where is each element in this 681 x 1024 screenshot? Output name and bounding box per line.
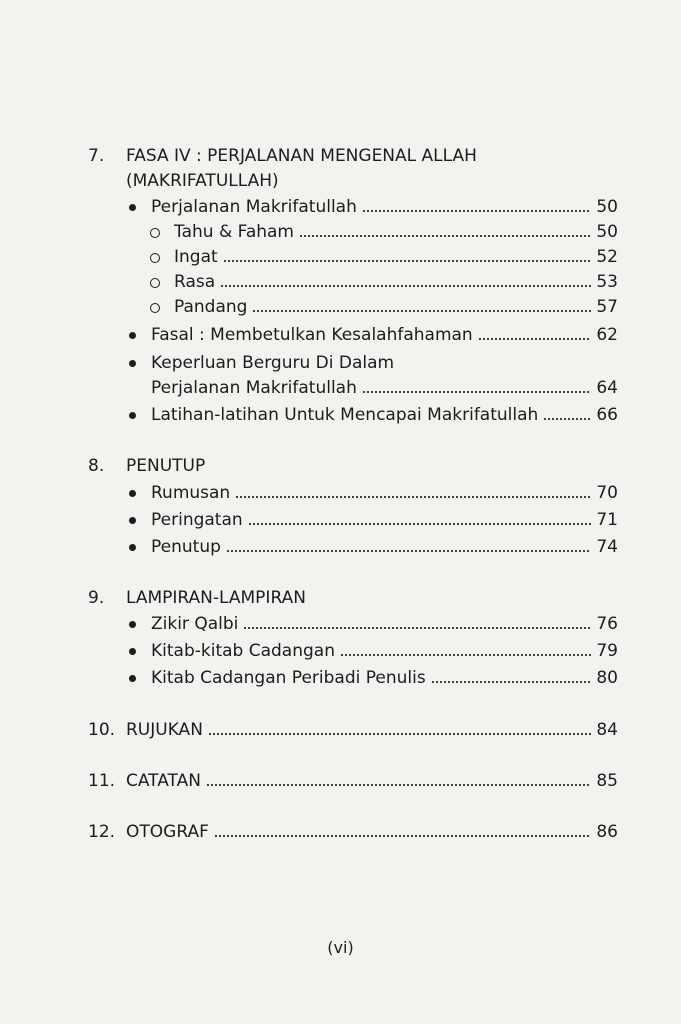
dot-leader <box>299 234 591 238</box>
toc-entry <box>0 611 681 637</box>
toc-subentry <box>0 294 681 320</box>
toc-entry <box>0 402 681 428</box>
entry-label: Zikir Qalbi <box>151 614 239 634</box>
entry-label: Rasa <box>174 272 216 292</box>
dot-leader <box>226 549 591 553</box>
dot-leader <box>252 309 591 313</box>
section-number: 11. <box>88 771 116 791</box>
section-title: PENUTUP <box>126 456 206 476</box>
toc-section-10 <box>0 717 681 743</box>
page-number: 62 <box>596 325 618 345</box>
dot-leader <box>362 209 591 213</box>
dot-leader <box>220 284 591 288</box>
page-number: 66 <box>596 405 618 425</box>
page-number: 50 <box>596 197 618 217</box>
dot-leader <box>362 390 591 394</box>
bullet-icon <box>129 648 136 655</box>
section-number: 10. <box>88 720 116 740</box>
entry-label: Kitab-kitab Cadangan <box>151 641 335 661</box>
toc-section-7-heading-cont <box>0 168 681 194</box>
entry-label: Latihan-latihan Untuk Mencapai Makrifatullah <box>151 405 539 425</box>
dot-leader <box>340 653 591 657</box>
dot-leader <box>235 495 591 499</box>
circle-bullet-icon <box>150 253 160 263</box>
entry-label: Penutup <box>151 537 221 557</box>
entry-label: Rumusan <box>151 483 231 503</box>
toc-entry-cont <box>0 375 681 401</box>
bullet-icon <box>129 517 136 524</box>
page-number: 70 <box>596 483 618 503</box>
section-title: OTOGRAF <box>126 822 209 842</box>
page-number: 53 <box>596 272 618 292</box>
toc-subentry <box>0 269 681 295</box>
toc-entry <box>0 194 681 220</box>
toc-section-7-heading <box>0 143 681 169</box>
page-number: 74 <box>596 537 618 557</box>
bullet-icon <box>129 360 136 367</box>
page-number: 84 <box>596 720 618 740</box>
dot-leader <box>248 522 592 526</box>
circle-bullet-icon <box>150 278 160 288</box>
toc-entry <box>0 534 681 560</box>
section-title: CATATAN <box>126 771 201 791</box>
entry-label: Keperluan Berguru Di Dalam <box>151 353 395 373</box>
entry-label: Perjalanan Makrifatullah <box>151 197 357 217</box>
dot-leader <box>243 626 591 630</box>
toc-entry <box>0 480 681 506</box>
toc-section-8-heading <box>0 453 681 479</box>
toc-section-12 <box>0 819 681 845</box>
bullet-icon <box>129 204 136 211</box>
page-number: 79 <box>596 641 618 661</box>
dot-leader <box>208 732 591 736</box>
page-number: 85 <box>596 771 618 791</box>
dot-leader <box>214 834 592 838</box>
entry-label: Perjalanan Makrifatullah <box>151 378 357 398</box>
bullet-icon <box>129 412 136 419</box>
section-title: LAMPIRAN-LAMPIRAN <box>126 588 306 608</box>
entry-label: Fasal : Membetulkan Kesalahfahaman <box>151 325 473 345</box>
page-number: 86 <box>596 822 618 842</box>
page-footer-number: (vi) <box>327 938 354 957</box>
toc-section-11 <box>0 768 681 794</box>
section-number: 12. <box>88 822 116 842</box>
entry-label: Pandang <box>174 297 248 317</box>
section-number: 7. <box>88 146 105 166</box>
section-number: 9. <box>88 588 105 608</box>
bullet-icon <box>129 544 136 551</box>
dot-leader <box>543 417 591 421</box>
page-number: 50 <box>596 222 618 242</box>
page-number: 64 <box>596 378 618 398</box>
toc-entry <box>0 507 681 533</box>
dot-leader <box>206 783 591 787</box>
circle-bullet-icon <box>150 303 160 313</box>
entry-label: Ingat <box>174 247 218 267</box>
page-number: 52 <box>596 247 618 267</box>
bullet-icon <box>129 332 136 339</box>
dot-leader <box>478 337 592 341</box>
bullet-icon <box>129 490 136 497</box>
toc-section-9-heading <box>0 585 681 611</box>
bullet-icon <box>129 621 136 628</box>
section-title-cont: (MAKRIFATULLAH) <box>126 171 279 191</box>
bullet-icon <box>129 675 136 682</box>
page-number: 76 <box>596 614 618 634</box>
page-number: 57 <box>596 297 618 317</box>
dot-leader <box>431 680 592 684</box>
dot-leader <box>223 259 592 263</box>
section-title: FASA IV : PERJALANAN MENGENAL ALLAH <box>126 146 477 166</box>
page-number: 71 <box>596 510 618 530</box>
toc-entry <box>0 322 681 348</box>
toc-subentry <box>0 219 681 245</box>
page-number: 80 <box>596 668 618 688</box>
entry-label: Tahu & Faham <box>174 222 294 242</box>
toc-entry <box>0 665 681 691</box>
circle-bullet-icon <box>150 228 160 238</box>
section-number: 8. <box>88 456 105 476</box>
entry-label: Peringatan <box>151 510 243 530</box>
toc-entry <box>0 350 681 376</box>
toc-subentry <box>0 244 681 270</box>
entry-label: Kitab Cadangan Peribadi Penulis <box>151 668 426 688</box>
section-title: RUJUKAN <box>126 720 203 740</box>
toc-entry <box>0 638 681 664</box>
